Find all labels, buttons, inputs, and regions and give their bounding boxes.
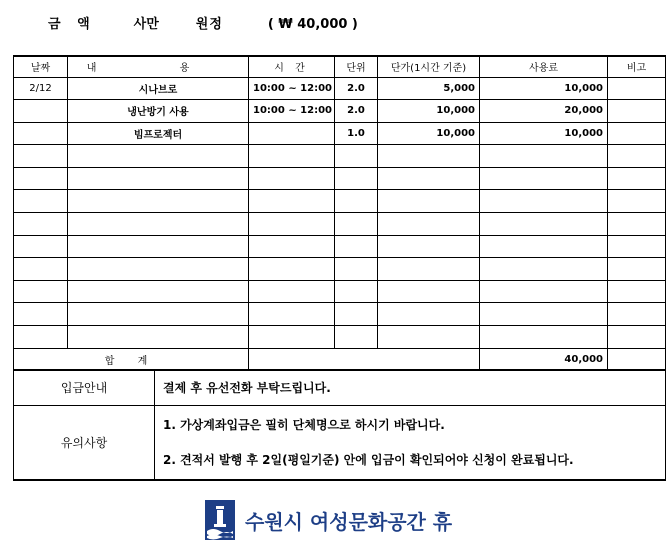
table-row [14,77,666,100]
row-price: 10,000 [378,122,480,145]
empty-row [14,303,666,326]
lighthouse-wave-icon [205,500,235,540]
notice-label: 유의사항 [14,406,155,480]
header-unit: 단위 [335,56,378,77]
row-time [249,122,335,145]
row-price: 5,000 [378,77,480,100]
row-unit: 1.0 [335,122,378,145]
row-date: 2/12 [14,77,68,100]
row-note [608,122,666,145]
notice-content [155,406,666,480]
empty-row [14,167,666,190]
notice-item-2: 2. 견적서 발행 후 2일(평일기준) 안에 입금이 확인되어야 신청이 완료됩니다. [163,452,574,467]
info-table [13,369,666,481]
total-blank [249,348,480,371]
table-header-row [14,56,666,77]
table-row [14,100,666,123]
empty-row [14,326,666,349]
footer-logo [205,500,452,540]
row-time: 10:00 ~ 12:00 [249,100,335,123]
row-item: 빔프로젝터 [68,122,249,145]
empty-row [14,145,666,168]
row-date [14,100,68,123]
row-fee: 10,000 [480,77,608,100]
table-row [14,122,666,145]
header-fee: 사용료 [480,56,608,77]
estimate-table [13,55,666,371]
empty-row [14,235,666,258]
empty-row [14,258,666,281]
header-note: 비고 [608,56,666,77]
org-name: 수원시 여성문화공간 휴 [245,509,453,534]
row-time: 10:00 ~ 12:00 [249,77,335,100]
header-date: 날짜 [14,56,68,77]
header-time: 시 간 [249,56,335,77]
total-row [14,348,666,371]
total-label: 합 계 [14,348,249,371]
row-note [608,100,666,123]
row-note [608,77,666,100]
notice-item-1: 1. 가상계좌입금은 필히 단체명으로 하시기 바랍니다. [163,417,445,432]
empty-row [14,280,666,303]
notice-row [14,406,666,480]
header-item: 내 용 [68,56,249,77]
row-fee: 20,000 [480,100,608,123]
amount-line [48,13,358,32]
empty-row [14,190,666,213]
row-fee: 10,000 [480,122,608,145]
amount-won-suffix: 원정 [195,17,223,32]
row-item: 시나브로 [68,77,249,100]
header-price: 단가(1시간 기준) [378,56,480,77]
amount-numeric-value: ( ₩ 40,000 ) [267,17,358,32]
total-value: 40,000 [480,348,608,371]
amount-label: 금 액 [48,17,96,32]
row-item: 냉난방기 사용 [68,100,249,123]
row-date [14,122,68,145]
total-note [608,348,666,371]
empty-row [14,213,666,236]
payment-row [14,370,666,406]
payment-text: 결제 후 유선전화 부탁드립니다. [155,370,666,406]
amount-korean-value: 사만 [133,17,159,32]
row-price: 10,000 [378,100,480,123]
row-unit: 2.0 [335,100,378,123]
row-unit: 2.0 [335,77,378,100]
payment-label: 입금안내 [14,370,155,406]
